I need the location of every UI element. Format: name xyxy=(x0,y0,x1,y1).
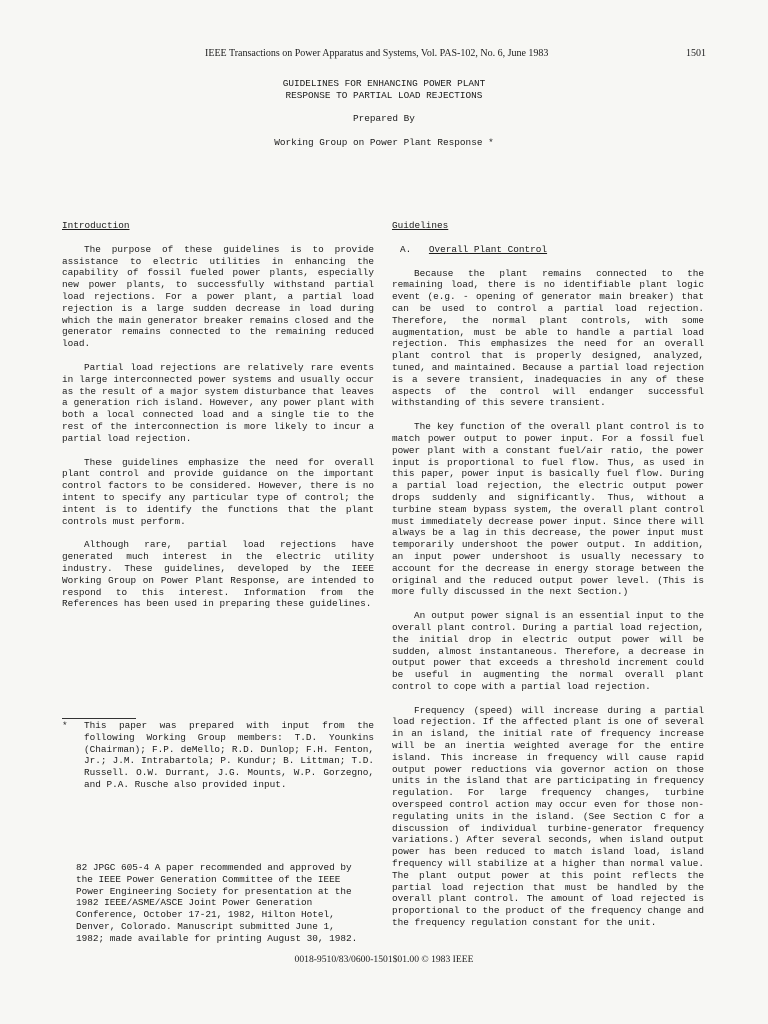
intro-paragraph-3: These guidelines emphasize the need for overall plant control and provide guidance on the important control factors to be considered. However, there is no intent to specify any particular type of control; the intent is to identify the functions that the plant controls must perform. xyxy=(62,456,374,527)
subsection-label: A. xyxy=(400,243,412,255)
section-heading-introduction: Introduction xyxy=(62,220,130,231)
left-column xyxy=(62,220,374,610)
right-column xyxy=(392,220,704,929)
subsection-title: Overall Plant Control xyxy=(428,243,548,255)
journal-citation: IEEE Transactions on Power Apparatus and Systems, Vol. PAS-102, No. 6, June 1983 xyxy=(205,48,549,59)
guidelines-paragraph-4: Frequency (speed) will increase during a partial load rejection. If the affected plant is one of several in an island, the initial rate of frequency increase will be an inertia weighted average for the entire island. This increase in frequency will cause rapid output power reductions via governor action on those units in the island that are participating in frequency regulation. For large frequency changes, turbine overspeed control action may occur even for those non-regulating units in the island. (See Section C for a discussion of individual turbine-generator frequency variations.) After several seconds, when island output power has been reduced to match island load, island frequency will stabilize at a higher than normal value. The plant output power at this point reflects the partial load rejection that must be handled by the overall plant control. The amount of load rejected is proportional to the product of the frequency change and the frequency regulation constant for the unit. xyxy=(392,704,704,929)
footnote-mark: * xyxy=(62,720,68,731)
section-heading-guidelines: Guidelines xyxy=(392,220,449,231)
page-number: 1501 xyxy=(686,48,706,59)
running-head xyxy=(0,48,768,64)
intro-paragraph-1: The purpose of these guidelines is to provide assistance to electric utilities in enhancing the capability of fossil fueled power plants, especially new power plants, to successfully withstand partial load rejections. For a power plant, a partial load rejection is a large sudden decrease in load during which the main generator breaker remains closed and the generator remains connected to the remaining reduced load. xyxy=(62,243,374,350)
title-line-2: RESPONSE TO PARTIAL LOAD REJECTIONS xyxy=(285,90,483,101)
prepared-by: Prepared By xyxy=(353,113,415,124)
footnote-text: This paper was prepared with input from the following Working Group members: T.D. Younkins (Chairman); F.P. deMello; R.D. Dunlop; F.H. Fenton, Jr.; J.M. Intrabartola; P. Kundur; B. Littman; T.D. Russell. O.W. Durrant, J.G. Mounts, W.P. Gorzegno, and P.A. Rusche also provided input. xyxy=(84,720,374,790)
guidelines-paragraph-2: The key function of the overall plant control is to match power output to power input. For a fossil fuel power plant with a constant fuel/air ratio, the power input is proportional to fuel flow. Thus, as used in this paper, power input is basically fuel flow. During a partial load rejection, the electric output power drops suddenly and significantly. Thus, without a turbine steam bypass system, the overall plant control must immediately decrease power input. Since there will always be a lag in this decrease, the power input must temporarily undershoot the power output. In addition, an input power undershoot is usually necessary to account for the decrease in energy storage between the original and the reduced output power level. (This is more fully discussed in the next Section.) xyxy=(392,421,704,598)
subsection-heading xyxy=(400,244,704,256)
footnote xyxy=(62,720,374,791)
intro-paragraph-2: Partial load rejections are relatively rare events in large interconnected power systems and usually occur as the result of a major system disturbance that leaves a generation rich island. However, any power plant with both a local connected load and a single tie to the rest of the interconnection is more likely to incur a partial load rejection. xyxy=(62,361,374,444)
footnote-rule xyxy=(62,718,136,719)
title-line-1: GUIDELINES FOR ENHANCING POWER PLANT xyxy=(282,78,486,89)
guidelines-paragraph-3: An output power signal is an essential input to the overall plant control. During a partial load rejection, the initial drop in electric output power will be sudden, almost instantaneous. Therefore, a decrease in output power that exceeds a threshold increment could be useful in augmenting the normal overall plant control to cope with a partial load rejection. xyxy=(392,610,704,692)
copyright-code: 0018-9510/83/0600-1501$01.00 © 1983 IEEE xyxy=(294,954,474,965)
guidelines-paragraph-1: Because the plant remains connected to the remaining load, there is no identifiable plant logic event (e.g. - opening of generator main breaker) that can be used to control a partial load rejection. Therefore, the normal plant controls, with some augmentation, must be able to handle a partial load rejection. This emphasizes the need for an overall plant control that is properly designed, analyzed, tuned, and maintained. Because a partial load rejection is a severe transient, inadequacies in any of these aspects of the control will endanger successful withstanding of this severe transient. xyxy=(392,267,704,409)
approval-note: 82 JPGC 605-4 A paper recommended and approved by the IEEE Power Generation Committee of the IEEE Power Engineering Society for presentation at the 1982 IEEE/ASME/ASCE Joint Power Generation Conference, October 17-21, 1982, Hilton Hotel, Denver, Colorado. Manuscript submitted June 1, 1982; made available for printing August 30, 1982. xyxy=(76,862,358,944)
intro-paragraph-4: Although rare, partial load rejections have generated much interest in the electric utility industry. These guidelines, developed by the IEEE Working Group on Power Plant Response, are intended to respond to this interest. Information from the References has been used in preparing these guidelines. xyxy=(62,539,374,610)
working-group-byline: Working Group on Power Plant Response * xyxy=(274,137,494,148)
